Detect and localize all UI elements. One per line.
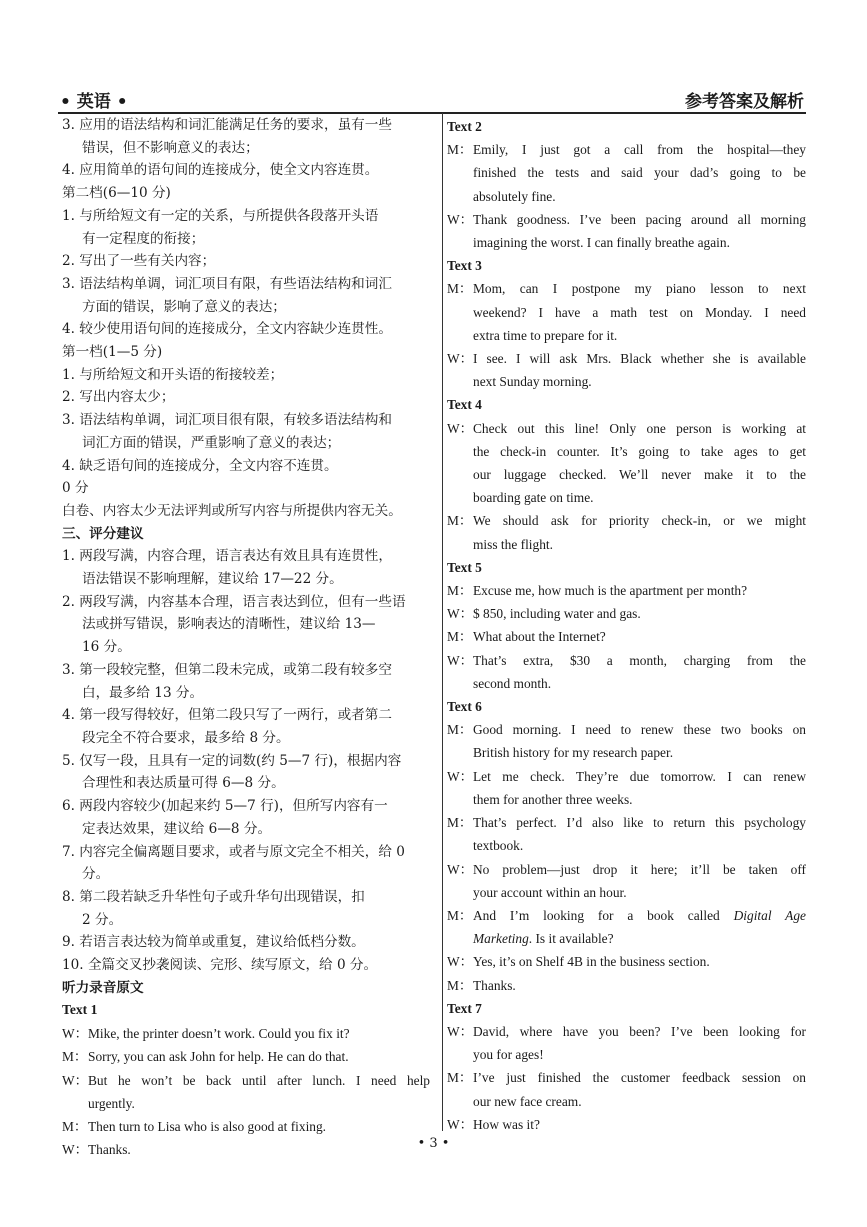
text-line: 4. 应用简单的语句间的连接成分，使全文内容连贯。 xyxy=(62,162,379,179)
text-line: 2. 写出了一些有关内容； xyxy=(62,253,216,270)
speaker-label xyxy=(447,231,473,254)
text-line: 语法错误不影响理解，建议给 17—22 分。 xyxy=(82,571,343,588)
dialog-line xyxy=(447,1043,806,1066)
dialog-text: No problem—just drop it here; it’ll be taken off xyxy=(473,861,806,877)
text-line: 10. 全篇交叉抄袭阅读、完形、续写原文，给 0 分。 xyxy=(62,957,378,974)
dialog-line xyxy=(447,440,806,463)
dialog-text: Good morning. I need to renew these two books on xyxy=(473,722,806,738)
text-line: 有一定程度的衔接； xyxy=(82,230,205,247)
dialog-line xyxy=(447,231,806,254)
text-line: 3. 语法结构单调，词汇项目有限，有些语法结构和词汇 xyxy=(62,275,392,292)
speaker-label xyxy=(447,301,473,324)
dialog-line xyxy=(447,185,806,208)
dialog-line xyxy=(447,741,806,764)
dialog-line xyxy=(447,509,806,532)
dialog-line xyxy=(447,277,806,300)
dialog-text: Thanks. xyxy=(88,1142,131,1158)
dialog-line xyxy=(447,881,806,904)
speaker-label xyxy=(447,533,473,556)
speaker-label xyxy=(447,440,473,463)
dialog-text: What about the Internet? xyxy=(473,629,606,645)
text-line: 8. 第二段若缺乏升华性句子或升华句出现错误，扣 xyxy=(62,888,365,905)
dialog-text: $ 850, including water and gas. xyxy=(473,606,641,622)
speaker-label: M： xyxy=(447,142,473,158)
speaker-label xyxy=(447,788,473,811)
text-line: 定表达效果，建议给 6—8 分。 xyxy=(82,820,272,837)
left-column xyxy=(62,114,430,1161)
dialog-text: textbook. xyxy=(473,838,524,854)
dialog-text: How was it? xyxy=(473,1116,540,1132)
dialog-text: And I’m looking for a book called Digital Age xyxy=(473,907,806,923)
text-line: 3. 应用的语法结构和词汇能满足任务的要求，虽有一些 xyxy=(62,117,392,133)
text-line: 2 分。 xyxy=(82,911,123,928)
dialog-line xyxy=(447,602,806,625)
text-heading: Text 5 xyxy=(447,559,482,575)
text-line: 7. 内容完全偏离题目要求，或者与原文完全不相关，给 0 xyxy=(62,843,405,860)
dialog-text: David, where have you been? I’ve been looking for xyxy=(473,1023,806,1039)
speaker-label xyxy=(447,672,473,695)
dialog-text: That’s perfect. I’d also like to return this psychology xyxy=(473,815,806,831)
text-heading: Text 3 xyxy=(447,258,482,274)
text-line: 4. 缺乏语句间的连接成分，全文内容不连贯。 xyxy=(62,457,338,474)
text-line: 第一档(1—5 分) xyxy=(62,344,163,361)
dialog-text: you for ages! xyxy=(473,1047,544,1063)
dialog-text: We should ask for priority check-in, or we might xyxy=(473,513,806,529)
dialog-line xyxy=(447,161,806,184)
speaker-label: W： xyxy=(447,420,474,436)
dialog-text: But he won’t be back until after lunch. I need help xyxy=(88,1072,430,1088)
dialog-line xyxy=(447,950,806,973)
dialog-text: second month. xyxy=(473,675,552,691)
dialog-text: Sorry, you can ask John for help. He can do that. xyxy=(88,1049,349,1065)
speaker-label xyxy=(447,834,473,857)
dialog-line xyxy=(62,1092,430,1115)
dialog-line xyxy=(62,1045,430,1068)
dialog-line xyxy=(447,417,806,440)
dialog-line xyxy=(447,1113,806,1136)
text-line: 白卷、内容太少无法评判或所写内容与所提供内容无关。 xyxy=(62,502,402,519)
text-line: 方面的错误，影响了意义的表达； xyxy=(82,298,286,315)
dialog-line xyxy=(447,1020,806,1043)
speaker-label: W： xyxy=(447,954,474,970)
speaker-label: W： xyxy=(447,652,474,668)
text-heading: Text 4 xyxy=(447,397,482,413)
speaker-label: W： xyxy=(447,211,474,227)
speaker-label: W： xyxy=(62,1072,89,1088)
speaker-label: W： xyxy=(447,768,474,784)
text-line: 1. 两段写满，内容合理，语言表达有效且具有连贯性， xyxy=(62,548,392,565)
dialog-text: That’s extra, $30 a month, charging from the xyxy=(473,652,806,668)
speaker-label: M： xyxy=(447,815,473,831)
dialog-text: your account within an hour. xyxy=(473,884,627,900)
dialog-text: our new face cream. xyxy=(473,1093,582,1109)
dialog-text: our luggage checked. We’ll never make it to the xyxy=(473,467,806,483)
dialog-line xyxy=(447,301,806,324)
dialog-text: extra time to prepare for it. xyxy=(473,327,618,343)
speaker-label xyxy=(447,463,473,486)
dialog-line xyxy=(447,463,806,486)
dialog-line xyxy=(447,904,806,927)
right-column xyxy=(442,113,806,1131)
text-line: 第二档(6—10 分) xyxy=(62,185,171,202)
text-line: 16 分。 xyxy=(82,639,131,656)
section-title: 参考答案及解析 xyxy=(685,92,804,112)
dialog-text: the check-in counter. It’s going to take ages to get xyxy=(473,443,806,459)
dialog-text: Mike, the printer doesn’t work. Could you fix it? xyxy=(88,1026,350,1042)
text-line: 3. 语法结构单调，词汇项目很有限，有较多语法结构和 xyxy=(62,412,392,429)
dialog-text: imagining the worst. I can finally breathe again. xyxy=(473,235,730,251)
dialog-text: Thank goodness. I’ve been pacing around all morning xyxy=(473,211,806,227)
dialog-line xyxy=(62,1069,430,1092)
text-line: 1. 与所给短文和开头语的衔接较差； xyxy=(62,366,284,383)
speaker-label xyxy=(447,486,473,509)
dialog-text: British history for my research paper. xyxy=(473,745,674,761)
dialog-line xyxy=(447,927,806,950)
dialog-line xyxy=(447,858,806,881)
dialog-text: finished the tests and said your dad’s going to be xyxy=(473,165,806,181)
dialog-line xyxy=(447,1090,806,1113)
text-line: 词汇方面的错误，严重影响了意义的表达； xyxy=(82,434,341,451)
dialog-text: Mom, can I postpone my piano lesson to next xyxy=(473,281,806,297)
text-heading: Text 2 xyxy=(447,119,482,134)
speaker-label: M： xyxy=(447,513,473,529)
dialog-line xyxy=(447,811,806,834)
dialog-line xyxy=(447,324,806,347)
dialog-line xyxy=(447,834,806,857)
text-line: 白，最多给 13 分。 xyxy=(82,684,204,701)
section-heading: Text 1 xyxy=(62,1002,98,1018)
dialog-text: Emily, I just got a call from the hospital—they xyxy=(473,142,806,158)
subject-label: • 英语 • xyxy=(60,92,128,112)
text-line: 2. 两段写满，内容基本合理，语言表达到位，但有一些语 xyxy=(62,593,406,610)
speaker-label xyxy=(447,161,473,184)
dialog-line xyxy=(447,1066,806,1089)
dialog-line xyxy=(62,1115,430,1138)
dialog-text: Yes, it’s on Shelf 4B in the business section. xyxy=(473,954,710,970)
dialog-text: Marketing. Is it available? xyxy=(473,931,614,947)
dialog-line xyxy=(447,347,806,370)
speaker-label: M： xyxy=(447,722,473,738)
speaker-label: W： xyxy=(447,351,474,367)
text-line: 9. 若语言表达较为简单或重复，建议给低档分数。 xyxy=(62,934,365,951)
speaker-label: M： xyxy=(62,1049,88,1065)
text-heading: Text 7 xyxy=(447,1000,482,1016)
text-line: 3. 第一段较完整，但第二段未完成，或第二段有较多空 xyxy=(62,661,392,678)
dialog-line xyxy=(447,649,806,672)
dialog-line xyxy=(447,718,806,741)
text-line: 2. 写出内容太少； xyxy=(62,389,175,406)
speaker-label xyxy=(447,741,473,764)
dialog-text: miss the flight. xyxy=(473,536,553,552)
dialog-text: boarding gate on time. xyxy=(473,490,594,506)
dialog-text: I see. I will ask Mrs. Black whether she is available xyxy=(473,351,806,367)
text-line: 错误，但不影响意义的表达； xyxy=(82,139,259,156)
dialog-text: Let me check. They’re due tomorrow. I can renew xyxy=(473,768,806,784)
dialog-line xyxy=(447,579,806,602)
dialog-line xyxy=(447,208,806,231)
text-line: 4. 较少使用语句间的连接成分，全文内容缺少连贯性。 xyxy=(62,321,392,338)
dialog-text: Then turn to Lisa who is also good at fixing. xyxy=(88,1118,327,1134)
speaker-label: W： xyxy=(447,606,474,622)
dialog-line xyxy=(62,1022,430,1045)
page-header xyxy=(58,85,806,115)
dialog-text: Check out this line! Only one person is working at xyxy=(473,420,806,436)
speaker-label xyxy=(62,1092,88,1115)
text-heading: Text 6 xyxy=(447,699,482,715)
speaker-label: M： xyxy=(447,281,473,297)
dialog-line xyxy=(447,765,806,788)
speaker-label: W： xyxy=(447,1116,474,1132)
speaker-label xyxy=(447,1043,473,1066)
speaker-label: W： xyxy=(62,1026,89,1042)
dialog-text: weekend? I have a math test on Monday. I need xyxy=(473,304,806,320)
speaker-label: M： xyxy=(447,907,473,923)
speaker-label xyxy=(447,927,473,950)
speaker-label xyxy=(447,324,473,347)
speaker-label: W： xyxy=(447,1023,474,1039)
dialog-line xyxy=(447,370,806,393)
dialog-line xyxy=(447,625,806,648)
section-heading: 三、评分建议 xyxy=(62,525,144,542)
text-line: 1. 与所给短文有一定的关系，与所提供各段落开头语 xyxy=(62,207,379,224)
text-line: 0 分 xyxy=(62,480,89,497)
speaker-label xyxy=(447,1090,473,1113)
dialog-text: next Sunday morning. xyxy=(473,374,592,390)
dialog-line xyxy=(447,533,806,556)
dialog-text: them for another three weeks. xyxy=(473,791,633,807)
dialog-text: I’ve just finished the customer feedback session on xyxy=(473,1070,806,1086)
text-line: 合理性和表达质量可得 6—8 分。 xyxy=(82,775,285,792)
dialog-line xyxy=(447,138,806,161)
speaker-label xyxy=(447,185,473,208)
speaker-label: M： xyxy=(447,1070,473,1086)
section-heading: 听力录音原文 xyxy=(62,979,144,996)
text-line: 法或拼写错误，影响表达的清晰性，建议给 13— xyxy=(82,616,376,633)
speaker-label: M： xyxy=(447,977,473,993)
text-line: 段完全不符合要求，最多给 8 分。 xyxy=(82,729,290,746)
text-line: 6. 两段内容较少(加起来约 5—7 行)，但所写内容有一 xyxy=(62,798,388,815)
speaker-label: W： xyxy=(447,861,474,877)
speaker-label: M： xyxy=(447,629,473,645)
dialog-line xyxy=(447,788,806,811)
dialog-line xyxy=(447,486,806,509)
dialog-text: Thanks. xyxy=(473,977,516,993)
text-line: 5. 仅写一段，且具有一定的词数(约 5—7 行)，根据内容 xyxy=(62,752,402,769)
dialog-text: absolutely fine. xyxy=(473,188,556,204)
dialog-line xyxy=(447,974,806,997)
speaker-label: M： xyxy=(62,1118,88,1134)
dialog-line xyxy=(447,672,806,695)
dialog-text: urgently. xyxy=(88,1095,135,1111)
speaker-label: M： xyxy=(447,583,473,599)
speaker-label xyxy=(447,881,473,904)
speaker-label: W： xyxy=(62,1142,89,1158)
page-number: • 3 • xyxy=(417,1136,450,1151)
text-line: 4. 第一段写得较好，但第二段只写了一两行，或者第二 xyxy=(62,707,392,724)
text-line: 分。 xyxy=(82,866,110,883)
speaker-label xyxy=(447,370,473,393)
dialog-text: Excuse me, how much is the apartment per month? xyxy=(473,583,748,599)
